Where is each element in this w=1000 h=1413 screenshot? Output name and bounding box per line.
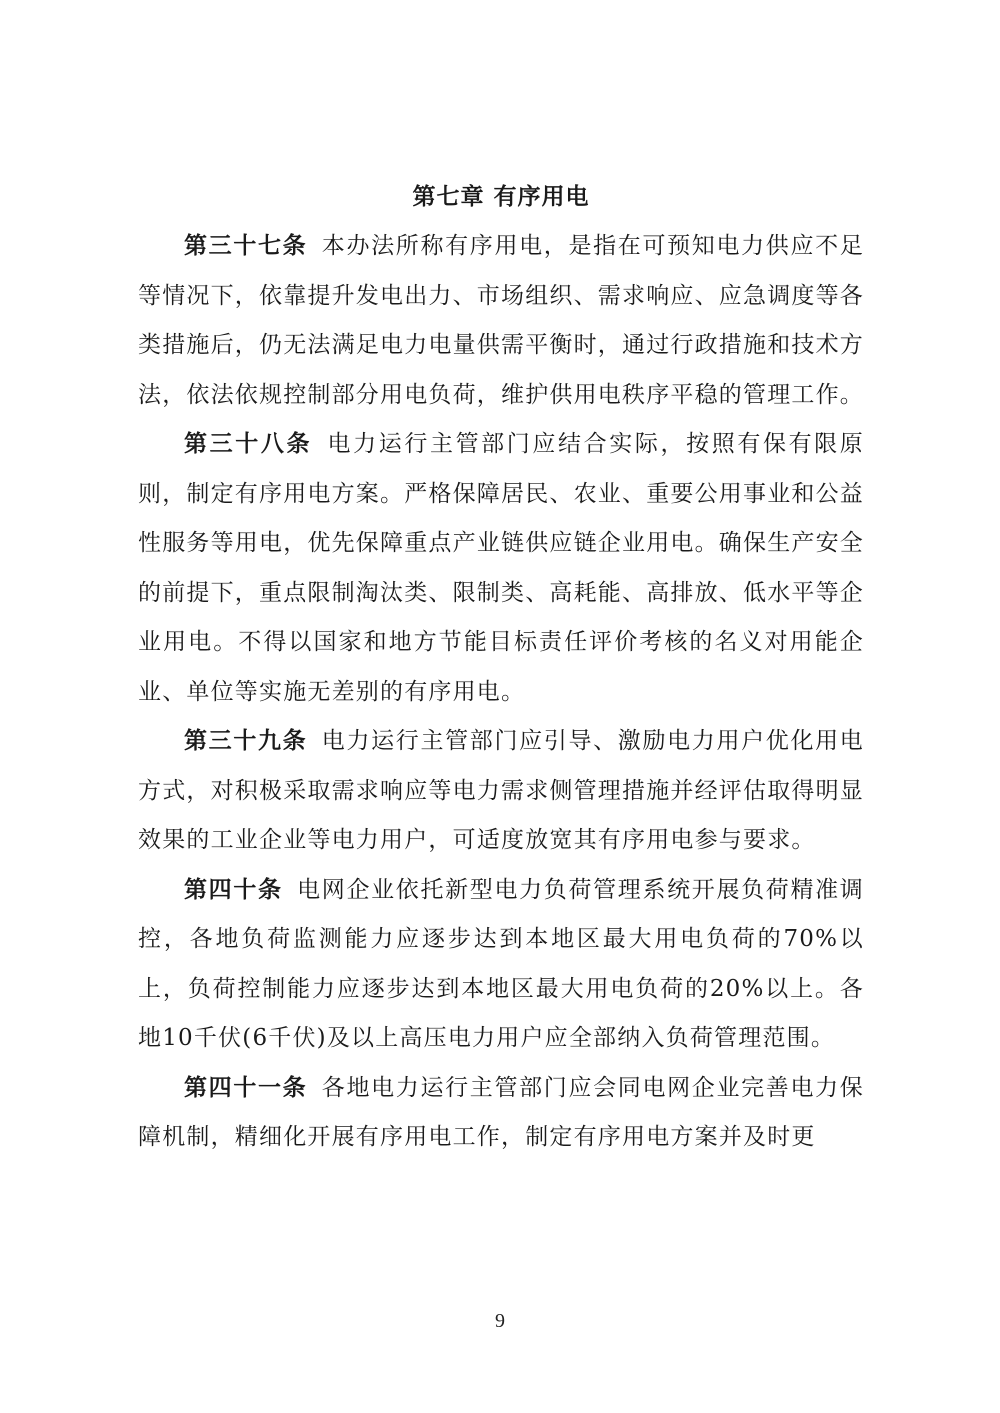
page-number: 9: [495, 1310, 505, 1332]
article-39: [138, 717, 864, 866]
article-text: 各地电力运行主管部门应会同电网企业完善电力保障机制，精细化开展有序用电工作，制定有序用电方案并及时更: [138, 1074, 865, 1150]
document-page: [138, 172, 864, 1163]
article-text: 电网企业依托新型电力负荷管理系统开展负荷精准调控，各地负荷监测能力应逐步达到本地区最大用电负荷的70%以上，负荷控制能力应逐步达到本地区最大用电负荷的20%以上。各地10千伏(6千伏)及以上高压电力用户应全部纳入负荷管理范围。: [138, 876, 864, 1051]
article-number: 第四十条: [184, 876, 283, 903]
article-text: 本办法所称有序用电，是指在可预知电力供应不足等情况下，依靠提升发电出力、市场组织、需求响应、应急调度等各类措施后，仍无法满足电力电量供需平衡时，通过行政措施和技术方法，依法依规控制部分用电负荷，维护供用电秩序平稳的管理工作。: [138, 233, 865, 408]
article-37: [138, 222, 864, 420]
article-41: [138, 1064, 864, 1163]
article-number: 第四十一条: [184, 1074, 308, 1101]
article-number: 第三十七条: [184, 233, 308, 259]
chapter-title: 第七章 有序用电: [412, 184, 590, 210]
article-number: 第三十九条: [184, 728, 308, 754]
article-number: 第三十八条: [184, 431, 313, 457]
article-38: [138, 420, 864, 717]
article-40: [138, 866, 864, 1064]
article-text: 电力运行主管部门应引导、激励电力用户优化用电方式，对积极采取需求响应等电力需求侧管理措施并经评估取得明显效果的工业企业等电力用户，可适度放宽其有序用电参与要求。: [138, 728, 865, 853]
article-text: 电力运行主管部门应结合实际，按照有保有限原则，制定有序用电方案。严格保障居民、农业、重要公用事业和公益性服务等用电，优先保障重点产业链供应链企业用电。确保生产安全的前提下，重点限制淘汰类、限制类、高耗能、高排放、低水平等企业用电。不得以国家和地方节能目标责任评价考核的名义对用能企业、单位等实施无差别的有序用电。: [138, 431, 864, 705]
